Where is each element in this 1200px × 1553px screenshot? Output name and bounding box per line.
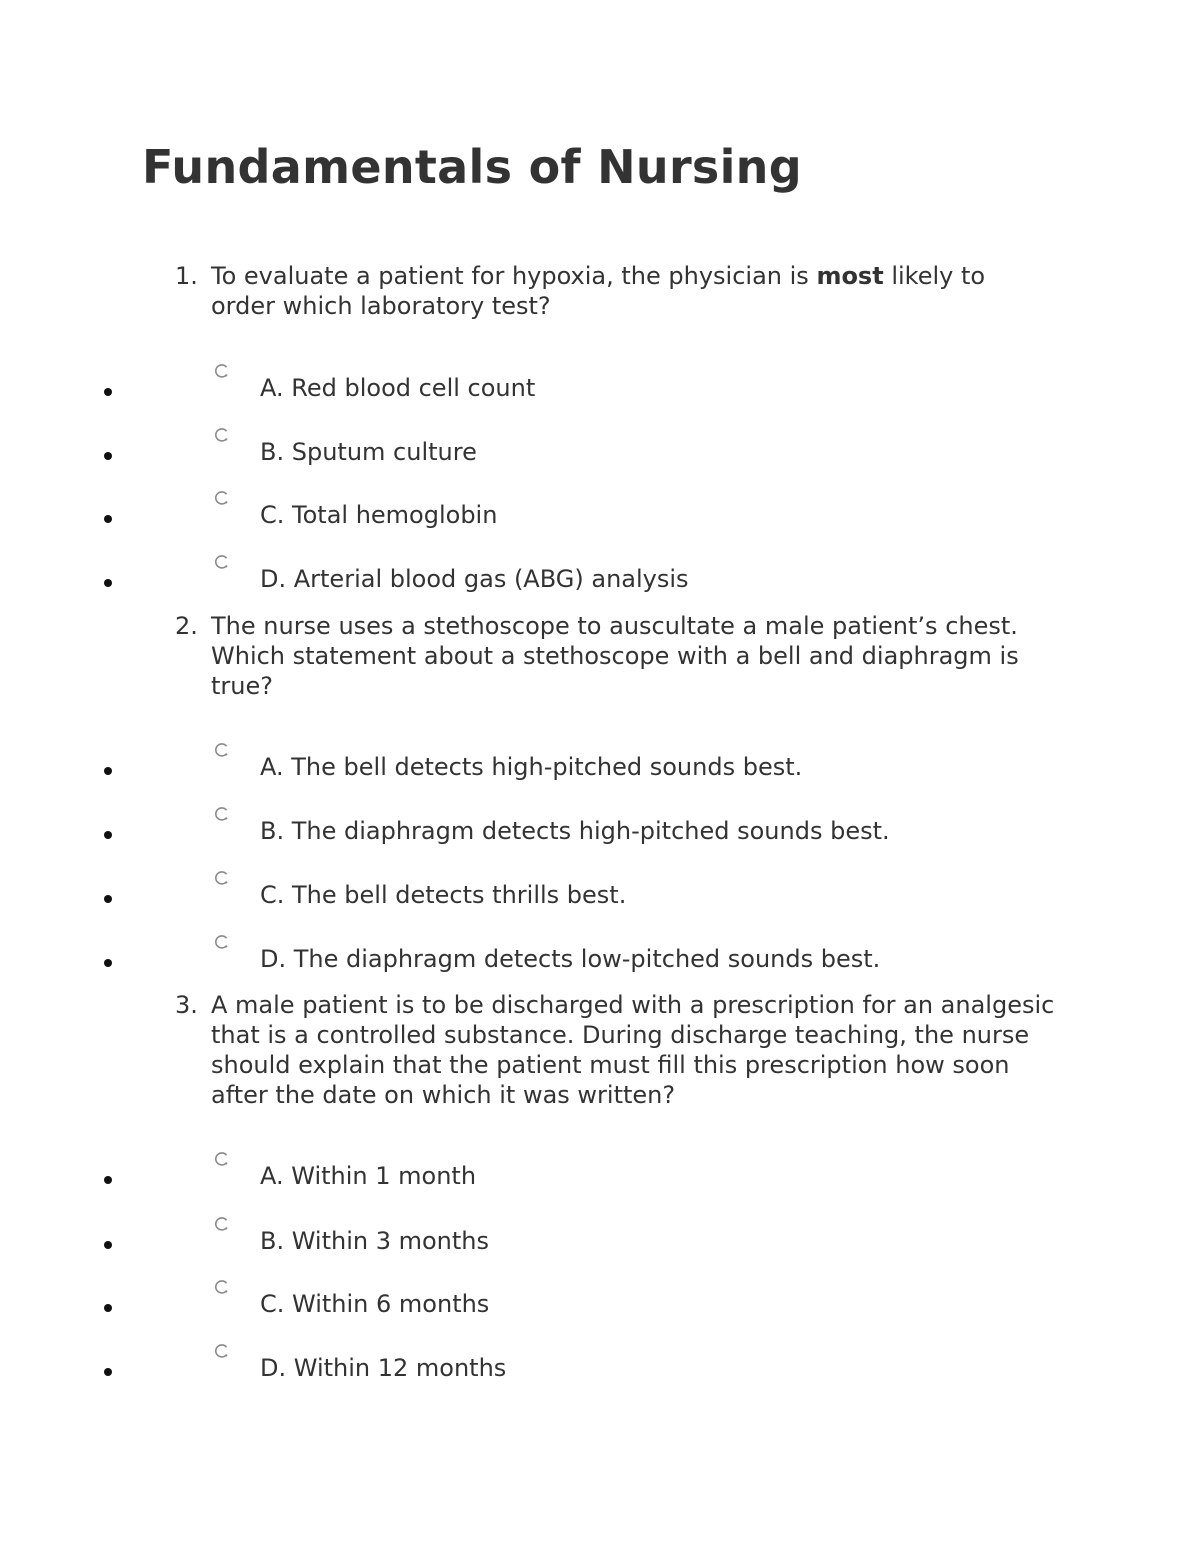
option-label: C. Total hemoglobin	[260, 501, 498, 529]
answer-option-1d[interactable]	[0, 554, 1200, 594]
bullet-icon	[104, 1368, 112, 1376]
bullet-icon	[104, 1176, 112, 1184]
bullet-icon	[104, 515, 112, 523]
option-label: B. Within 3 months	[260, 1227, 490, 1255]
radio-button-icon[interactable]	[214, 1279, 230, 1295]
question-number: 2.	[175, 612, 198, 640]
bullet-icon	[104, 831, 112, 839]
answer-option-3a[interactable]	[0, 1151, 1200, 1191]
radio-button-icon[interactable]	[214, 806, 230, 822]
radio-button-icon[interactable]	[214, 1151, 230, 1167]
answer-option-1c[interactable]	[0, 490, 1200, 530]
option-label: C. The bell detects thrills best.	[260, 881, 627, 909]
question-number: 1.	[175, 262, 198, 290]
answer-option-3b[interactable]	[0, 1216, 1200, 1256]
page-title: Fundamentals of Nursing	[142, 140, 802, 194]
radio-button-icon[interactable]	[214, 363, 230, 379]
answer-option-3c[interactable]	[0, 1279, 1200, 1319]
question-number: 3.	[175, 991, 198, 1019]
radio-button-icon[interactable]	[214, 742, 230, 758]
bullet-icon	[104, 452, 112, 460]
answer-option-2c[interactable]	[0, 870, 1200, 910]
option-label: B. Sputum culture	[260, 438, 477, 466]
option-label: A. The bell detects high-pitched sounds best.	[260, 753, 803, 781]
radio-button-icon[interactable]	[214, 554, 230, 570]
radio-button-icon[interactable]	[214, 427, 230, 443]
option-label: A. Red blood cell count	[260, 374, 536, 402]
question-1	[175, 261, 1055, 321]
option-label: D. Arterial blood gas (ABG) analysis	[260, 565, 689, 593]
bullet-icon	[104, 959, 112, 967]
option-label: A. Within 1 month	[260, 1162, 477, 1190]
radio-button-icon[interactable]	[214, 490, 230, 506]
question-text: The nurse uses a stethoscope to auscultate a male patient’s chest. Which statement about a stethoscope with a bell and diaphragm is true?	[211, 612, 1019, 700]
question-text: To evaluate a patient for hypoxia, the physician is most likely to order which laboratory test?	[211, 262, 986, 320]
bullet-icon	[104, 895, 112, 903]
bullet-icon	[104, 388, 112, 396]
answer-option-2a[interactable]	[0, 742, 1200, 782]
answer-option-2d[interactable]	[0, 934, 1200, 974]
question-text: A male patient is to be discharged with a prescription for an analgesic that is a controlled substance. During discharge teaching, the nurse should explain that the patient must fill this prescription how soon after the date on which it was written?	[211, 991, 1055, 1109]
option-label: D. Within 12 months	[260, 1354, 507, 1382]
radio-button-icon[interactable]	[214, 1216, 230, 1232]
radio-button-icon[interactable]	[214, 870, 230, 886]
answer-option-1a[interactable]	[0, 363, 1200, 403]
option-label: C. Within 6 months	[260, 1290, 490, 1318]
bullet-icon	[104, 579, 112, 587]
answer-option-2b[interactable]	[0, 806, 1200, 846]
radio-button-icon[interactable]	[214, 1343, 230, 1359]
radio-button-icon[interactable]	[214, 934, 230, 950]
bullet-icon	[104, 1304, 112, 1312]
answer-option-3d[interactable]	[0, 1343, 1200, 1383]
bullet-icon	[104, 1241, 112, 1249]
option-label: D. The diaphragm detects low-pitched sounds best.	[260, 945, 881, 973]
option-label: B. The diaphragm detects high-pitched sounds best.	[260, 817, 890, 845]
question-3	[175, 990, 1055, 1110]
question-2	[175, 611, 1055, 701]
answer-option-1b[interactable]	[0, 427, 1200, 467]
bullet-icon	[104, 767, 112, 775]
